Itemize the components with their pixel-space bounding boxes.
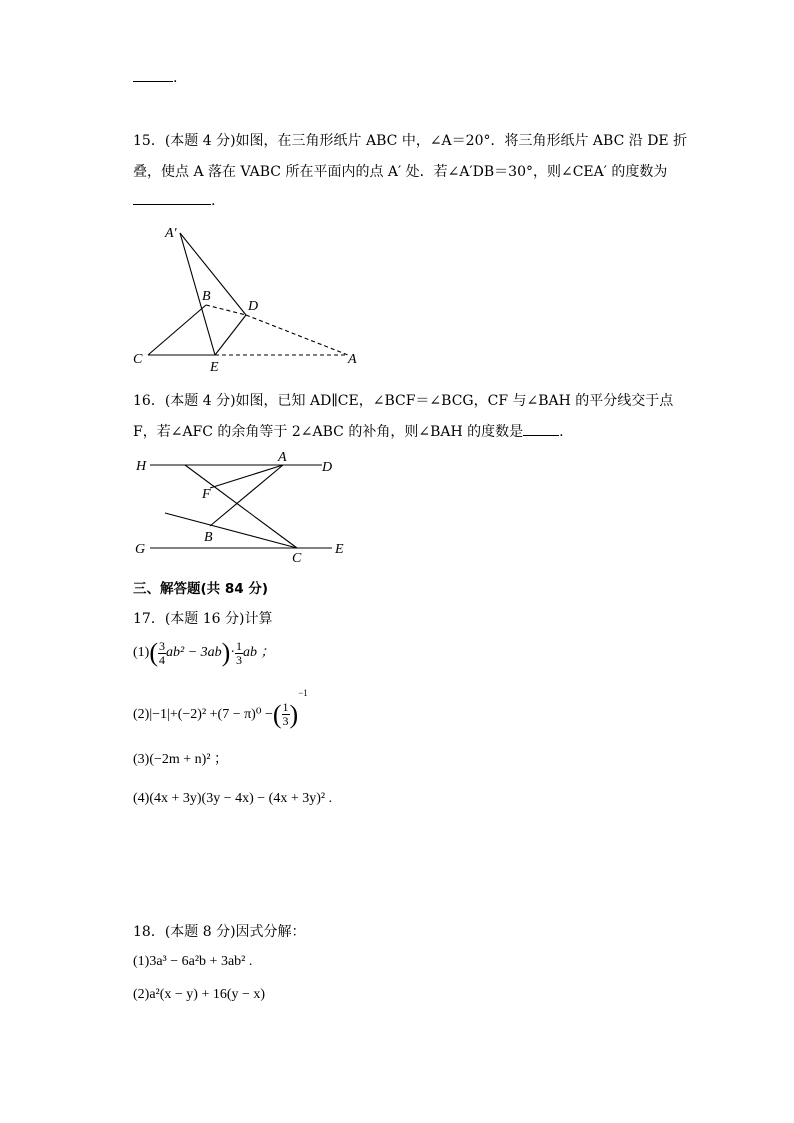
label-B: B bbox=[204, 530, 213, 545]
label-F: F bbox=[202, 487, 211, 502]
segment-ED bbox=[215, 315, 246, 355]
q17-title: 17．(本题 16 分)计算 bbox=[133, 611, 273, 627]
q15-answer-line: . bbox=[133, 193, 215, 209]
label-C: C bbox=[133, 352, 143, 367]
answer-blank bbox=[133, 204, 211, 205]
q17-part4: (4)(4x + 3y)(3y − 4x) − (4x + 3y)² . bbox=[133, 791, 333, 806]
answer-blank bbox=[133, 81, 173, 82]
label-A: A bbox=[348, 352, 357, 367]
label-E: E bbox=[335, 542, 344, 557]
q16-text-line2: F，若∠AFC 的余角等于 2∠ABC 的补角，则∠BAH 的度数是 . bbox=[133, 424, 564, 440]
label-D: D bbox=[248, 299, 259, 314]
label-A-prime: A′ bbox=[165, 226, 177, 241]
q17-part1: (1)( $\frac{3}{4}$ ab² − 3ab)· $\frac{1}{3}$ ab ； bbox=[133, 638, 275, 667]
segment-AF bbox=[210, 465, 283, 488]
label-D: D bbox=[322, 460, 333, 475]
segment-through-F-to-C bbox=[185, 465, 297, 548]
label-B: B bbox=[202, 289, 211, 304]
q18-title: 18．(本题 8 分)因式分解： bbox=[133, 924, 306, 940]
q16-text-line1: 16．(本题 4 分)如图，已知 AD∥CE，∠BCF＝∠BCG，CF 与∠BAH 的平分线交于点 bbox=[133, 393, 674, 409]
q17-part2: (2)|−1|+(−2)² +(7 − π)⁰ −( $\frac{1}{3}$ )$^{-1}$ bbox=[133, 688, 308, 729]
q14-answer-line: . bbox=[133, 70, 177, 86]
answer-blank bbox=[523, 435, 559, 436]
section-title: 三、解答题(共 84 分) bbox=[133, 581, 269, 597]
label-G: G bbox=[135, 542, 146, 557]
q15-text-line1: 15．(本题 4 分)如图，在三角形纸片 ABC 中，∠A＝20°．将三角形纸片 ABC 沿 DE 折 bbox=[133, 133, 688, 149]
label-H: H bbox=[136, 459, 147, 474]
q15-triangle-figure bbox=[130, 220, 370, 375]
segment-AB bbox=[210, 465, 283, 526]
q15-text-line2: 叠，使点 A 落在 VABC 所在平面内的点 A′ 处．若∠A′DB＝30°，则∠CEA′ 的度数为 bbox=[133, 164, 668, 180]
q17-part3: (3)(−2m + n)² ； bbox=[133, 752, 229, 767]
q16-parallel-lines-figure bbox=[130, 448, 360, 566]
segment-BC bbox=[165, 513, 297, 548]
label-A: A bbox=[278, 450, 287, 465]
segment-DA-dashed bbox=[246, 315, 348, 355]
segment-BD bbox=[206, 305, 246, 315]
q18-part2: (2)a²(x − y) + 16(y − x) bbox=[133, 987, 266, 1002]
q18-part1: (1)3a³ − 6a²b + 3ab² . bbox=[133, 954, 253, 969]
label-E: E bbox=[210, 360, 219, 375]
label-C: C bbox=[292, 551, 302, 566]
segment-A'D bbox=[180, 233, 246, 315]
segment-CB bbox=[148, 305, 206, 355]
